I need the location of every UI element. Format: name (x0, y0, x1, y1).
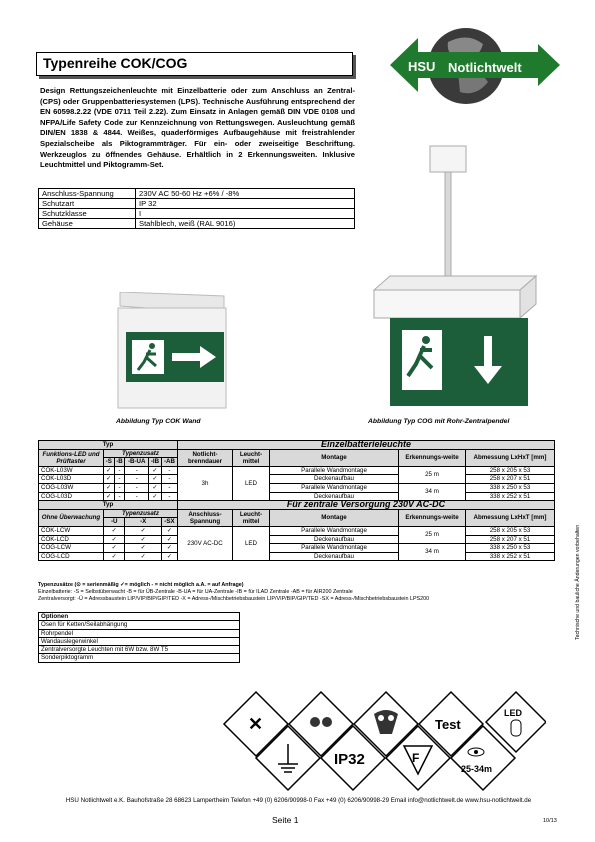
cell: - (125, 492, 149, 501)
cell: ✓ (161, 544, 177, 553)
suffix-header: -B (114, 458, 125, 467)
side-note: Technische und bauliche Änderungen vorbehalten (575, 524, 581, 640)
col-header: Erkennungs-weite (399, 509, 466, 526)
viewing-distance: 34 m (399, 483, 466, 500)
footer-address: HSU Notlichtwelt e.K. Bauhofstraße 28 68623 Lampertheim Telefon +49 (0) 6206/90998-0 Fax +49 (0) 6206/90998-29 Email info@notlichtwelt.de www.hsu-notlichtwelt.de (65, 797, 532, 804)
product-description: Design Rettungszeichenleuchte mit Einzelbatterie oder zum Anschluss an Zentral- (CPS) oder Gruppenbatteriesystemen (LPS). Technische Ausführung entsprechend der EN 60598.2.22 (VDE 0711 Teil 2.22). Zum Einsatz in Anlagen gemäß DIN VDE 0108 und NFPA/Life Safety Code zur Kennzeichnung von Rettungswegen. Ausleuchtung gemäß DIN/EN 1838 & 4844. Weißes, quaderförmiges Aufbaugehäuse mit freistrahlender Spezialscheibe als Piktogrammträger. Für ein- oder zweiseitige Beschriftung. Werkzeuglos zu öffnendes Gehäuse. Erhältlich in 2 Erkennungsweiten. Inklusive Leuchtmittel und Piktogramm-Set. (40, 86, 355, 170)
table-row (39, 535, 555, 544)
mounting: Parallele Wandmontage (270, 483, 399, 492)
cell: ✓ (104, 466, 115, 475)
svg-text:HSU: HSU (408, 59, 436, 74)
note-line: Zentralversorgt: -Ü = Adressbaustein LIP/VIP/BIP/GIP/TED -X = Adress-/Mischbetriebsbaustein LIP/VIP/BIP/GIP/TED -SX = Adress-/Mischbetriebsbaustein LPS200 (38, 596, 430, 602)
spec-key: Schutzart (39, 199, 136, 209)
caption-pendant: Abbildung Typ COG mit Rohr-Zentralpendel (368, 418, 510, 425)
spec-value: IP 32 (136, 199, 355, 209)
suffix-header: -Ü (104, 518, 125, 527)
dimensions: 258 x 207 x 51 (466, 475, 555, 484)
suffix-header: -IB (149, 458, 162, 467)
type-name: COK-LCD (39, 535, 104, 544)
spec-table (38, 188, 355, 229)
section-title-einzelbatterie: Einzelbatterieleuchte (178, 441, 555, 450)
spec-value: Stahlblech, weiß (RAL 9016) (136, 219, 355, 229)
cell: ✓ (125, 526, 161, 535)
viewing-distance: 25 m (399, 466, 466, 483)
table-row (39, 466, 555, 475)
note-line: Typenzusätze (⊙ = serienmäßig ✓= möglich - = nicht möglich a.A. = auf Anfrage) (38, 582, 244, 588)
lamp-type: LED (233, 526, 270, 560)
typ-header: Typ (39, 501, 178, 510)
suffix-header: -AB (161, 458, 177, 467)
table-row (39, 526, 555, 535)
range-label: 25-34m (461, 764, 493, 774)
typ-header: Typ (39, 441, 178, 450)
cell: ✓ (149, 475, 162, 484)
dimensions: 258 x 205 x 53 (466, 526, 555, 535)
test-label: Test (435, 717, 461, 732)
burn-duration: 3h (178, 466, 233, 500)
cell: - (125, 475, 149, 484)
cell: ✓ (104, 492, 115, 501)
table-row (39, 483, 555, 492)
suffix-header: -X (125, 518, 161, 527)
cell: - (161, 475, 177, 484)
page-number: Seite 1 (272, 815, 299, 825)
spec-row (39, 199, 355, 209)
cell: ✓ (125, 552, 161, 561)
cell: ✓ (104, 526, 125, 535)
type-name: COG-LCD (39, 552, 104, 561)
spec-value: I (136, 209, 355, 219)
product-image-cog-pendant (370, 140, 540, 412)
note-line: Einzelbatterie: -S = Selbstüberwacht -B = für ÜB-Zentrale -B-UA = für UA-Zentrale -IB = für ILAD Zentrale -AB = für AIR200 Zentrale (38, 589, 353, 595)
cell: ✓ (125, 535, 161, 544)
option-item: Sonderpiktogramm (39, 654, 240, 662)
caption-wall: Abbildung Typ COK Wand (116, 418, 201, 425)
section-title-zentral: Für zentrale Versorgung 230V AC-DC (178, 501, 555, 510)
spec-value: 230V AC 50-60 Hz +6% / -8% (136, 189, 355, 199)
product-table (38, 440, 555, 561)
cell: - (114, 475, 125, 484)
col-header: Montage (270, 449, 399, 466)
mounting: Parallele Wandmontage (270, 466, 399, 475)
option-item: Zentralversorgte Leuchten mit 6W bzw. 8W T5 (39, 646, 240, 654)
suffix-header: -S (104, 458, 115, 467)
cell: ✓ (149, 466, 162, 475)
cell: - (114, 466, 125, 475)
suffix-header: -SX (161, 518, 177, 527)
mounting: Parallele Wandmontage (270, 526, 399, 535)
options-header: Optionen (39, 613, 240, 621)
col-header: Erkennungs-weite (399, 449, 466, 466)
table-section-header (39, 441, 555, 450)
supply-voltage: 230V AC-DC (178, 526, 233, 560)
ip-rating: IP32 (334, 751, 365, 768)
table-header-row (39, 509, 555, 518)
cell: ✓ (149, 492, 162, 501)
cell: - (161, 492, 177, 501)
svg-text:Notlichtwelt: Notlichtwelt (448, 60, 522, 75)
f-mark: F (412, 751, 420, 765)
col-header: Notlicht-brenndauer (178, 449, 233, 466)
col-header: Anschluss-Spannung (178, 509, 233, 526)
spec-key: Gehäuse (39, 219, 136, 229)
table-header-row (39, 449, 555, 458)
spec-key: Anschluss-Spannung (39, 189, 136, 199)
cell: - (125, 466, 149, 475)
mounting: Parallele Wandmontage (270, 544, 399, 553)
options-table (38, 612, 240, 663)
suffix-notes (38, 582, 555, 603)
viewing-distance: 25 m (399, 526, 466, 543)
feature-icons (216, 684, 546, 794)
cell: ✓ (149, 483, 162, 492)
type-name: COG-L03W (39, 483, 104, 492)
lamp-type: LED (233, 466, 270, 500)
spec-row (39, 219, 355, 229)
col-header: Leucht-mittel (233, 509, 270, 526)
cell: ✓ (161, 535, 177, 544)
table-row (39, 552, 555, 561)
product-image-cok-wall (112, 292, 230, 412)
cell: ✓ (104, 483, 115, 492)
doc-date: 10/13 (543, 818, 557, 824)
type-name: COK-L03D (39, 475, 104, 484)
col-header: Typenzusatz (104, 509, 178, 518)
cell: ✓ (104, 535, 125, 544)
page-title: Typenreihe COK/COG (43, 55, 188, 71)
col-header: Funktions-LED und Prüftaster (39, 449, 104, 466)
cell: ✓ (104, 544, 125, 553)
mounting: Deckenaufbau (270, 492, 399, 501)
led-label: LED (504, 708, 522, 718)
dimensions: 258 x 207 x 51 (466, 535, 555, 544)
page-title-box (36, 52, 353, 76)
type-name: COK-L03W (39, 466, 104, 475)
table-row (39, 475, 555, 484)
type-name: COK-LCW (39, 526, 104, 535)
table-row (39, 544, 555, 553)
table-section-header (39, 501, 555, 510)
dimensions: 338 x 252 x 51 (466, 492, 555, 501)
option-item: Ösen für Ketten/Seilabhängung (39, 621, 240, 629)
col-header: Leucht-mittel (233, 449, 270, 466)
option-item: Wandauslegerwinkel (39, 637, 240, 645)
cell: ✓ (161, 552, 177, 561)
mounting: Deckenaufbau (270, 552, 399, 561)
dimensions: 338 x 252 x 51 (466, 552, 555, 561)
cell: ✓ (125, 544, 161, 553)
cell: ✓ (104, 552, 125, 561)
col-header: Ohne Überwachung (39, 509, 104, 526)
spec-row (39, 189, 355, 199)
cell: - (114, 483, 125, 492)
col-header: Abmessung LxHxT [mm] (466, 509, 555, 526)
col-header: Abmessung LxHxT [mm] (466, 449, 555, 466)
cell: ✓ (161, 526, 177, 535)
dimensions: 338 x 250 x 53 (466, 544, 555, 553)
cell: - (125, 483, 149, 492)
dimensions: 258 x 205 x 53 (466, 466, 555, 475)
cell: - (114, 492, 125, 501)
spec-key: Schutzklasse (39, 209, 136, 219)
type-name: COG-LCW (39, 544, 104, 553)
mounting: Deckenaufbau (270, 475, 399, 484)
viewing-distance: 34 m (399, 544, 466, 561)
option-item: Rohrpendel (39, 629, 240, 637)
mounting: Deckenaufbau (270, 535, 399, 544)
spec-row (39, 209, 355, 219)
cell: - (161, 466, 177, 475)
col-header: Montage (270, 509, 399, 526)
suffix-header: -B-UA (125, 458, 149, 467)
company-logo (388, 22, 560, 108)
type-name: COG-L03D (39, 492, 104, 501)
svg-text:✕: ✕ (248, 714, 264, 734)
cell: ✓ (104, 475, 115, 484)
col-header: Typenzusatz (104, 449, 178, 458)
dimensions: 338 x 250 x 53 (466, 483, 555, 492)
cell: - (161, 483, 177, 492)
